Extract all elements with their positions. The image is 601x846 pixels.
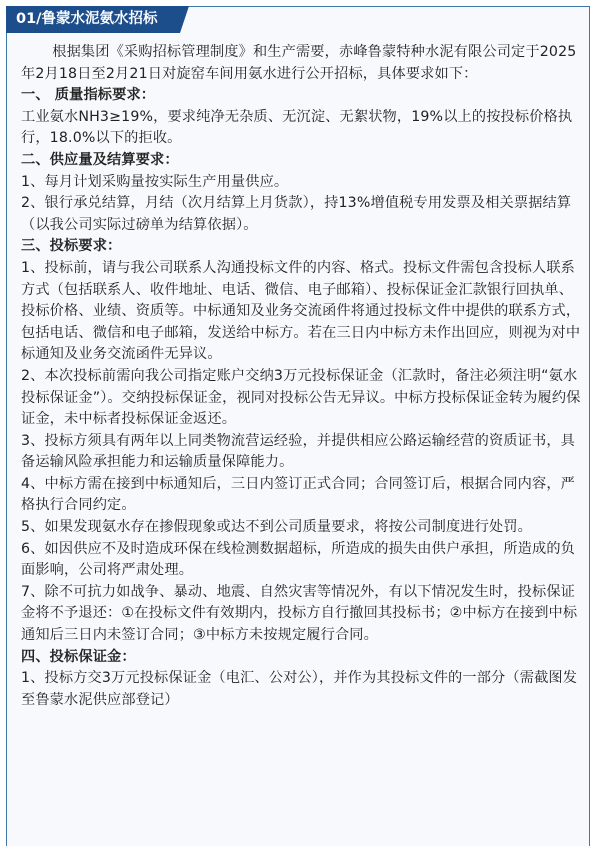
supply-item-1: 1、每月计划采购量按实际生产用量供应。 <box>21 173 289 190</box>
quality-text: 工业氨水NH3≥19%，要求纯净无杂质、无沉淀、无絮状物，19%以上的按投标价格执行，18.0%以下的拒收。 <box>21 108 573 147</box>
bidding-item-7: 7、除不可抗力如战争、暴动、地震、自然灾害等情况外，有以下情况发生时，投标保证金将不予退还：①在投标文件有效期内，投标方自行撤回其投标书；②中标方在接到中标通知后三日内未签订合同；③中标方未按规定履行合同。 <box>21 583 578 644</box>
supply-item-2: 2、银行承兑结算，月结（次月结算上月货款），持13%增值税专用发票及相关票据结算（以我公司实际过磅单为结算依据）。 <box>21 195 572 233</box>
deposit-heading: 四、投标保证金： <box>21 648 136 665</box>
bidding-item-6: 6、如因供应不及时造成环保在线检测数据超标，所造成的损失由供户承担，所造成的负面影响，公司将严肃处理。 <box>21 540 576 579</box>
bidding-item-5: 5、如果发现氨水存在掺假现象或达不到公司质量要求，将按公司制度进行处罚。 <box>21 519 532 536</box>
announcement-body <box>21 42 587 711</box>
bidding-item-3: 3、投标方须具有两年以上同类物流营运经验，并提供相应公路运输经营的资质证书，具备运输风险承担能力和运输质量保障能力。 <box>21 432 576 471</box>
bidding-heading: 三、投标要求： <box>21 238 122 255</box>
bidding-item-4: 4、中标方需在接到中标通知后，三日内签订正式合同；合同签订后，根据合同内容，严格执行合同约定。 <box>21 475 576 514</box>
bidding-item-2: 2、本次投标前需向我公司指定账户交纳3万元投标保证金（汇款时，备注必须注明“氨水投标保证金”）。交纳投标保证金，视同对投标公告无异议。中标方投标保证金转为履约保证金，未中标者投标保证金返还。 <box>21 367 581 428</box>
intro-paragraph: 根据集团《采购招标管理制度》和生产需要，赤峰鲁蒙特种水泥有限公司定于2025年2月18日至2月21日对旋窑车间用氨水进行公开招标，具体要求如下： <box>21 44 577 82</box>
section-title-tab <box>6 6 180 33</box>
bidding-item-1: 1、投标前，请与我公司联系人沟通投标文件的内容、格式。投标文件需包含投标人联系方式（包括联系人、收件地址、电话、微信、电子邮箱）、投标保证金汇款银行回执单、投标价格、业绩、资质等。中标通知及业务交流函件将通过投标文件中提供的联系方式，包括电话、微信和电子邮箱，发送给中标方。若在三日内中标方未作出回应，则视为对中标通知及业务交流函件无异议。 <box>21 259 581 363</box>
supply-heading: 二、供应量及结算要求： <box>21 151 179 168</box>
deposit-item-1: 1、投标方交3万元投标保证金（电汇、公对公），并作为其投标文件的一部分（需截图发至鲁蒙水泥供应部登记） <box>21 670 578 708</box>
section-title: 01/鲁蒙水泥氨水招标 <box>16 11 158 27</box>
quality-heading: 一、 质量指标要求： <box>21 87 156 104</box>
